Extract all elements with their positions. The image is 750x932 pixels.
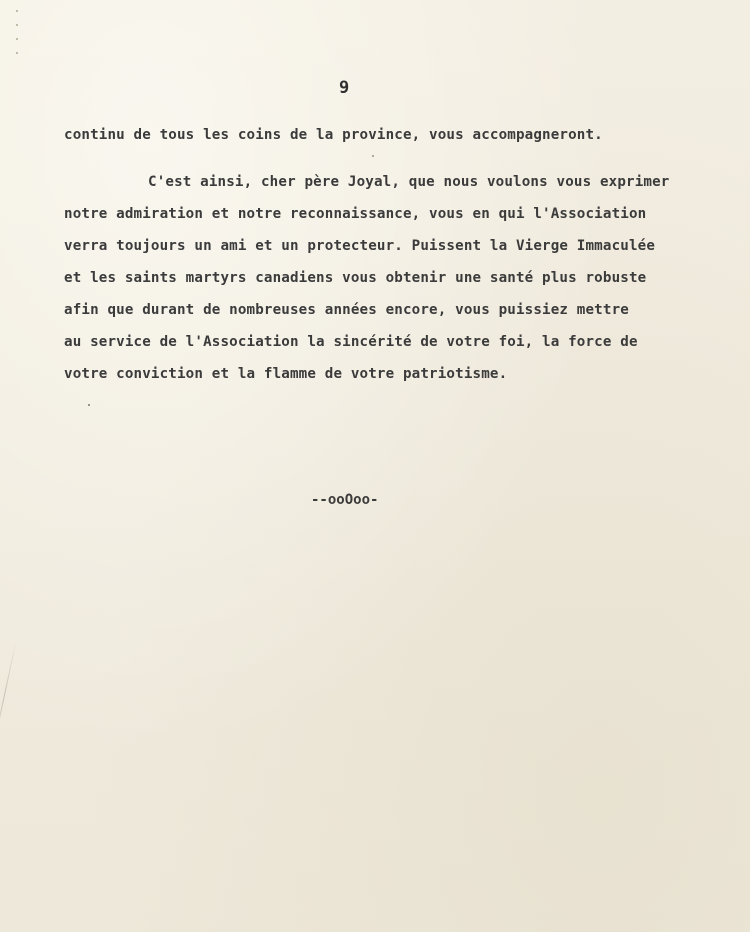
stray-mark (88, 404, 90, 406)
text-line: au service de l'Association la sincérité de votre foi, la force de (64, 334, 638, 350)
text-line: et les saints martyrs canadiens vous obtenir une santé plus robuste (64, 270, 647, 286)
text-line: C'est ainsi, cher père Joyal, que nous voulons vous exprimer (148, 174, 670, 190)
text-line: verra toujours un ami et un protecteur. Puissent la Vierge Immaculée (64, 238, 656, 254)
page-crease (0, 641, 16, 749)
stray-mark (372, 155, 374, 157)
text-line: notre admiration et notre reconnaissance, vous en qui l'Association (64, 206, 647, 222)
text-line: afin que durant de nombreuses années encore, vous puissiez mettre (64, 302, 629, 318)
page-number: 9 (339, 78, 350, 98)
section-separator: --ooOoo- (311, 492, 379, 508)
binder-marks (14, 10, 20, 70)
text-line: continu de tous les coins de la province, vous accompagneront. (64, 127, 603, 143)
text-line: votre conviction et la flamme de votre patriotisme. (64, 366, 508, 382)
